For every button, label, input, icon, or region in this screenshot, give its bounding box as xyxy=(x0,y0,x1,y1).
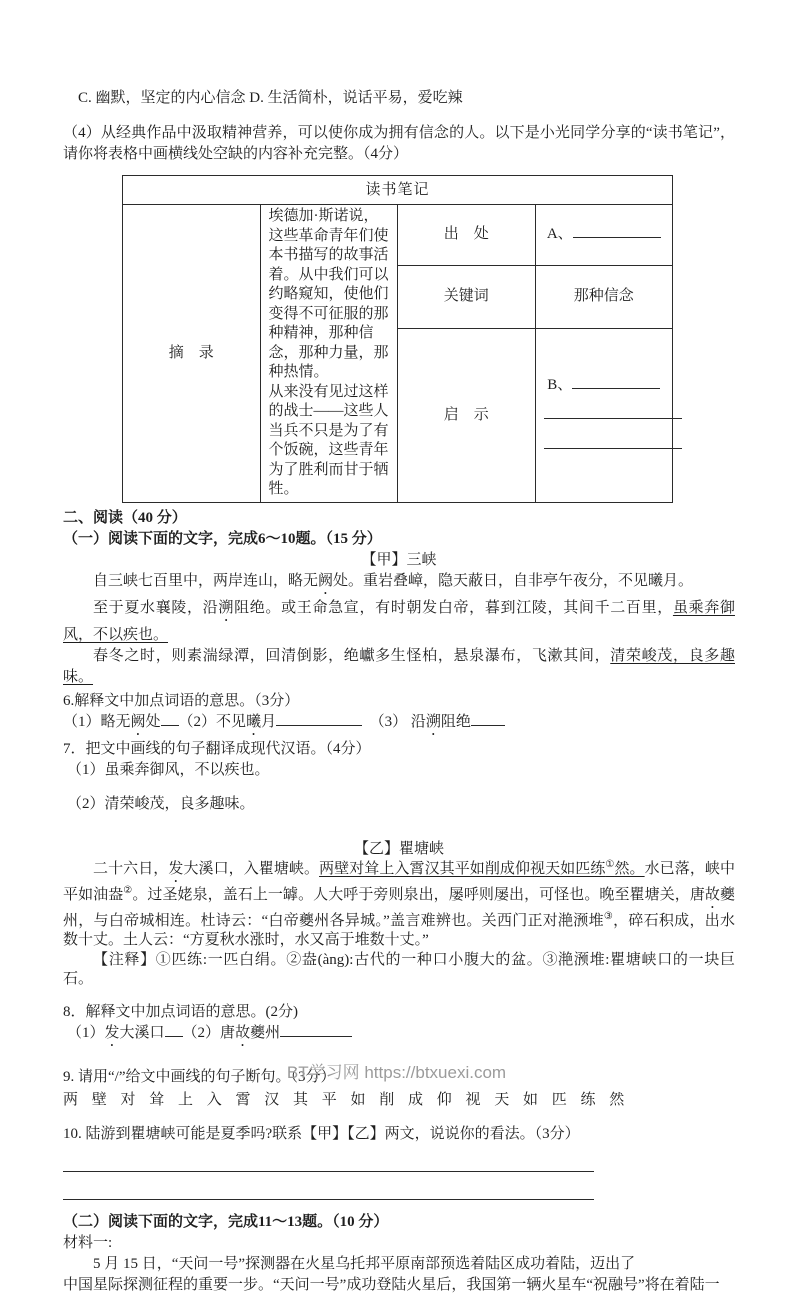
text-run: 然。 xyxy=(614,860,645,877)
section-2-heading: 二、阅读（40 分） xyxy=(63,509,187,526)
table-title: 读书笔记 xyxy=(123,176,673,205)
jia-paragraph-2 xyxy=(63,598,735,646)
insight-prefix: B、 xyxy=(547,376,573,393)
text-run: 二十六日， xyxy=(93,860,169,877)
text-run: 月 xyxy=(261,713,277,730)
answer-blank xyxy=(165,1023,183,1037)
text-run: （2）唐 xyxy=(182,1024,236,1041)
answer-line-1 xyxy=(63,1145,594,1172)
dotted-word: 阙 xyxy=(130,713,146,730)
text-run: 处 xyxy=(145,713,161,730)
answer-line-2 xyxy=(63,1172,594,1200)
insight-blank-2 xyxy=(544,435,682,449)
text-run: 自三峡七百里中，两岸连山，略无 xyxy=(93,572,319,589)
underlined-sentence: 清荣峻茂，良多趣味。 xyxy=(63,647,735,685)
text-run: 阻绝 xyxy=(440,713,471,730)
text-run: 春冬之时，则素湍绿潭，回清倒影，绝巘多生怪柏，悬泉瀑布，飞漱其间， xyxy=(93,647,611,664)
underlined-sentence xyxy=(319,858,645,877)
passage-jia-title: 【甲】三峡 xyxy=(361,551,437,568)
question-6-heading: 6.解释文中加点词语的意思。（3分） xyxy=(63,692,300,709)
dotted-word: 故 xyxy=(704,886,720,903)
text-run: 大溪口，入瞿塘峡。 xyxy=(183,860,320,877)
question-8-heading: 8．解释文中加点词语的意思。(2分) xyxy=(63,1003,298,1020)
source-label: 出 处 xyxy=(398,205,536,266)
passage-yi xyxy=(63,860,735,990)
reading-notes-table xyxy=(122,175,673,503)
material-1-label: 材料一: xyxy=(63,1234,113,1251)
text-run: 大溪口 xyxy=(119,1024,165,1041)
question-8-items xyxy=(63,1023,735,1050)
footnote-marker-2: ② xyxy=(123,884,133,896)
question-9-heading: 9. 请用“/”给文中画线的句子断句。（3分） xyxy=(63,1068,336,1085)
excerpt-text xyxy=(260,205,398,503)
text-run: 。过圣姥泉，盖石上一罅。人大呼于旁则泉出，屡呼则屡出，可怪也。晚至瞿塘关，唐 xyxy=(132,886,705,903)
answer-blank xyxy=(280,1023,352,1037)
table-row xyxy=(123,205,673,266)
part-1-heading: （一）阅读下面的文字，完成6～10题。（15 分） xyxy=(63,530,382,547)
table-title-row xyxy=(123,176,673,205)
footnote-marker-3: ③ xyxy=(603,910,614,922)
text-run: 夔州，与白帝城相连。杜诗云：“白帝夔州各异城。”盖言难辨也。关西门正对滟滪堆 xyxy=(63,886,735,929)
insight-line-b xyxy=(544,375,665,396)
dotted-word: 溯 xyxy=(218,599,235,616)
answer-blank xyxy=(471,712,505,726)
insight-blank-row xyxy=(544,435,665,456)
text-run: 两壁对耸上入霄汉其平如削成仰视天如匹练 xyxy=(319,860,606,877)
dotted-word: 阙 xyxy=(318,572,334,589)
question-6-items xyxy=(63,712,735,739)
passage-yi-title: 【乙】瞿塘峡 xyxy=(353,840,444,857)
dotted-word: 发 xyxy=(104,1024,120,1041)
insight-blank-row xyxy=(544,405,665,426)
text-run: 夔州 xyxy=(250,1024,281,1041)
question-10-heading: 10. 陆游到瞿塘峡可能是夏季吗?联系【甲】【乙】两文，说说你的看法。（3分） xyxy=(63,1125,580,1142)
text-run: （2）不见 xyxy=(178,713,247,730)
insight-value xyxy=(535,328,673,502)
source-blank xyxy=(573,225,661,239)
text-run: 处。重岩叠嶂，隐天蔽日，自非亭午夜分，不见曦月。 xyxy=(333,572,694,589)
yi-paragraph xyxy=(63,860,735,951)
dotted-word: 发 xyxy=(168,860,184,877)
answer-blank xyxy=(276,712,362,726)
question-4-text: （4）从经典作品中汲取精神营养，可以使你成为拥有信念的人。以下是小光同学分享的“读书笔记”，请你将表格中画横线处空缺的内容补充完整。（4分） xyxy=(63,125,735,162)
insight-blank-b xyxy=(572,375,660,389)
excerpt-label: 摘 录 xyxy=(123,205,261,503)
text-run: （3） 沿 xyxy=(377,713,426,730)
excerpt-paragraph-2: 从来没有见过这样的战士——这些人当兵不只是为了有个饭碗，这些青年为了胜利而甘于牺牲。 xyxy=(268,383,389,497)
page-content xyxy=(63,88,735,1296)
answer-blank xyxy=(161,712,179,726)
jia-paragraph-1 xyxy=(63,571,735,598)
source-value xyxy=(535,205,673,266)
text-run: （1） xyxy=(67,1024,105,1041)
question-7-heading: 7．把文中画线的句子翻译成现代汉语。（4分） xyxy=(63,740,371,757)
footnote-marker-1: ① xyxy=(605,858,615,870)
answer-options-cd: C. 幽默，坚定的内心信念 D. 生活简朴，说话平易，爱吃辣 xyxy=(78,90,463,106)
part-2-heading: （二）阅读下面的文字，完成11～13题。（10 分） xyxy=(63,1213,389,1230)
insight-blank-1 xyxy=(544,405,682,419)
excerpt-paragraph-1: 埃德加·斯诺说，这些革命青年们使本书描写的故事活着。从中我们可以约略窥知，使他们变得不可征服的那种精神，那种信念，那种力量，那种热情。 xyxy=(268,208,389,380)
keyword-value: 那种信念 xyxy=(535,265,673,328)
insight-label: 启 示 xyxy=(398,328,536,502)
material-1-line-1: 5 月 15 日，“天问一号”探测器在火星乌托邦平原南部预选着陆区成功着陆，迈出了 xyxy=(93,1255,636,1272)
footer-watermark: BT学习网 https://btxuexi.com xyxy=(286,1063,507,1082)
underlined-sentence: 虽乘奔御风，不以疾也。 xyxy=(63,599,735,643)
text-run: （1）略无 xyxy=(63,713,131,730)
passage-jia xyxy=(63,571,735,688)
yi-footnotes: 【注释】①匹练:一匹白绢。②盎(àng):古代的一种口小腹大的盆。③滟滪堆:瞿塘峡口的一块巨石。 xyxy=(63,951,735,987)
jia-paragraph-3 xyxy=(63,646,735,688)
dotted-word: 曦 xyxy=(246,713,262,730)
dotted-word: 故 xyxy=(235,1024,251,1041)
source-prefix: A、 xyxy=(546,226,573,243)
text-run: 至于夏水襄陵，沿 xyxy=(93,599,219,616)
text-run: 阻绝。或王命急宣，有时朝发白帝，暮到江陵，其间千二百里， xyxy=(234,599,673,616)
text-run: ，碎石积成，出水数十丈。土人云：“方夏秋水涨时，水又高于堆数十丈。” xyxy=(63,912,735,948)
question-9-sentence: 两 壁 对 耸 上 入 霄 汉 其 平 如 削 成 仰 视 天 如 匹 练 然 xyxy=(63,1091,627,1108)
question-7-item-2: （2）清荣峻茂，良多趣味。 xyxy=(67,795,255,812)
keyword-label: 关键词 xyxy=(398,265,536,328)
text-run: 水已落，峡中平如油盎 xyxy=(63,860,735,903)
question-7-item-1: （1）虽乘奔御风，不以疾也。 xyxy=(67,761,270,778)
material-1-line-2: 中国星际探测征程的重要一步。“天问一号”成功登陆火星后，我国第一辆火星车“祝融号”将在着陆一 xyxy=(63,1276,720,1293)
dotted-word: 溯 xyxy=(425,713,441,730)
